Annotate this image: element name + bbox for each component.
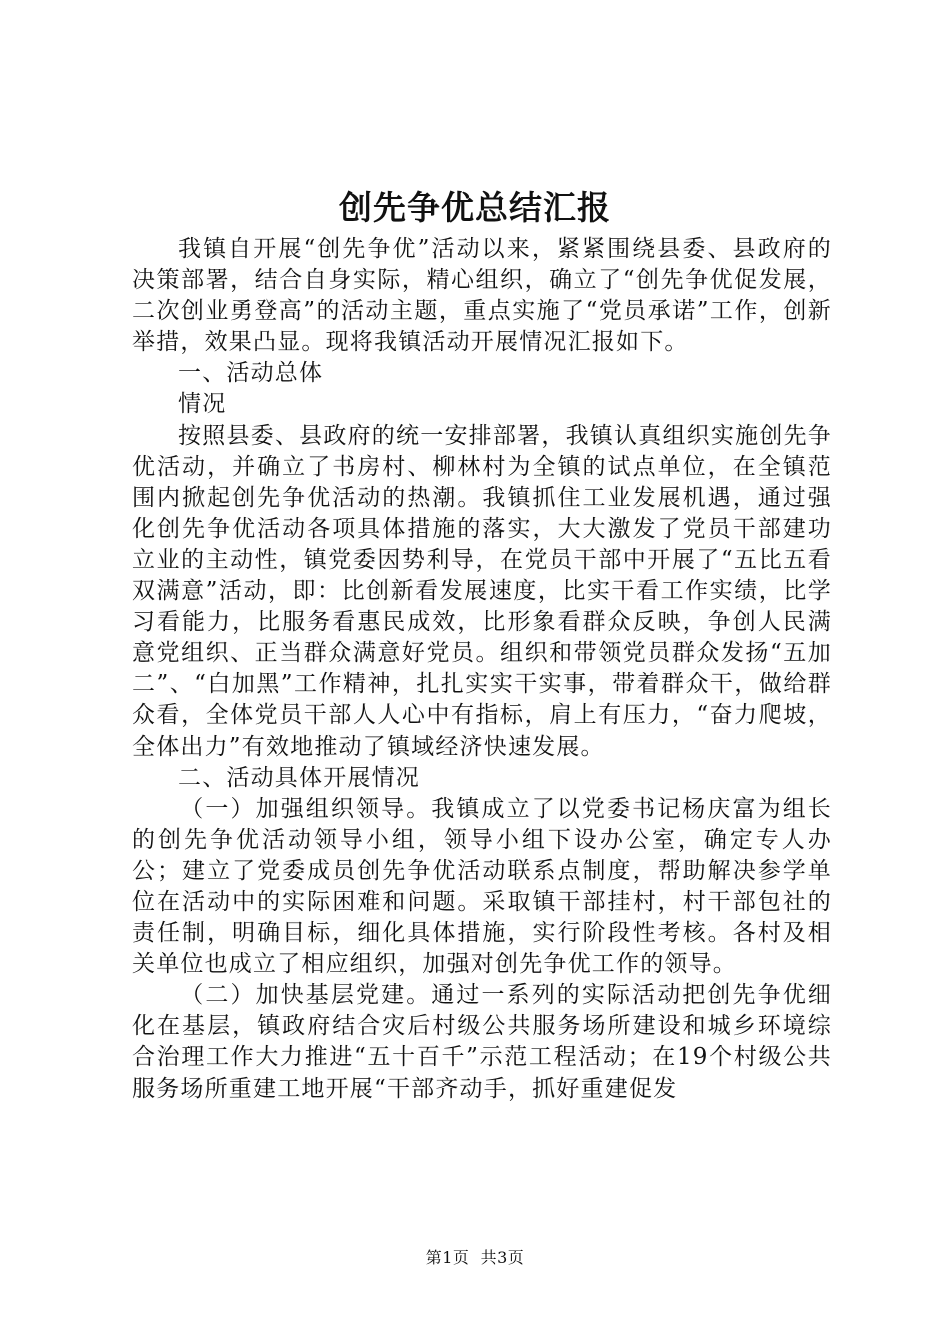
subsection-2-paragraph: （二）加快基层党建。通过一系列的实际活动把创先争优细化在基层，镇政府结合灾后村级公共服务场所建设和城乡环境综合治理工作大力推进“五十百千”示范工程活动；在19个村级公共服务场所重建工地开展“干部齐动手，抓好重建促发 <box>132 982 832 1102</box>
page-number: 第1页 共3页 <box>425 1248 525 1267</box>
subsection-1-paragraph: （一）加强组织领导。我镇成立了以党委书记杨庆富为组长的创先争优活动领导小组，领导小组下设办公室，确定专人办公；建立了党委成员创先争优活动联系点制度，帮助解决参学单位在活动中的实际困难和问题。采取镇干部挂村，村干部包社的责任制，明确目标，细化具体措施，实行阶段性考核。各村及相关单位也成立了相应组织，加强对创先争优工作的领导。 <box>132 795 832 978</box>
section-heading-2: 二、活动具体开展情况 <box>178 764 420 791</box>
intro-paragraph: 我镇自开展“创先争优”活动以来，紧紧围绕县委、县政府的决策部署，结合自身实际，精心组织，确立了“创先争优促发展，二次创业勇登高”的活动主题，重点实施了“党员承诺”工作，创新举措，效果凸显。现将我镇活动开展情况汇报如下。 <box>132 236 832 356</box>
document-title: 创先争优总结汇报 <box>339 188 611 227</box>
section-heading-1: 一、活动总体 <box>178 360 324 387</box>
section-heading-1-continued: 情况 <box>178 391 227 418</box>
document-body <box>132 234 832 1105</box>
page-footer <box>0 1248 950 1268</box>
section-1-paragraph: 按照县委、县政府的统一安排部署，我镇认真组织实施创先争优活动，并确立了书房村、柳林村为全镇的试点单位，在全镇范围内掀起创先争优活动的热潮。我镇抓住工业发展机遇，通过强化创先争优活动各项具体措施的落实，大大激发了党员干部建功立业的主动性，镇党委因势利导，在党员干部中开展了“五比五看双满意”活动，即：比创新看发展速度，比实干看工作实绩，比学习看能力，比服务看惠民成效，比形象看群众反映，争创人民满意党组织、正当群众满意好党员。组织和带领党员群众发扬“五加二”、“白加黑”工作精神，扎扎实实干实事，带着群众干，做给群众看，全体党员干部人人心中有指标，肩上有压力，“奋力爬坡，全体出力”有效地推动了镇域经济快速发展。 <box>132 422 832 760</box>
